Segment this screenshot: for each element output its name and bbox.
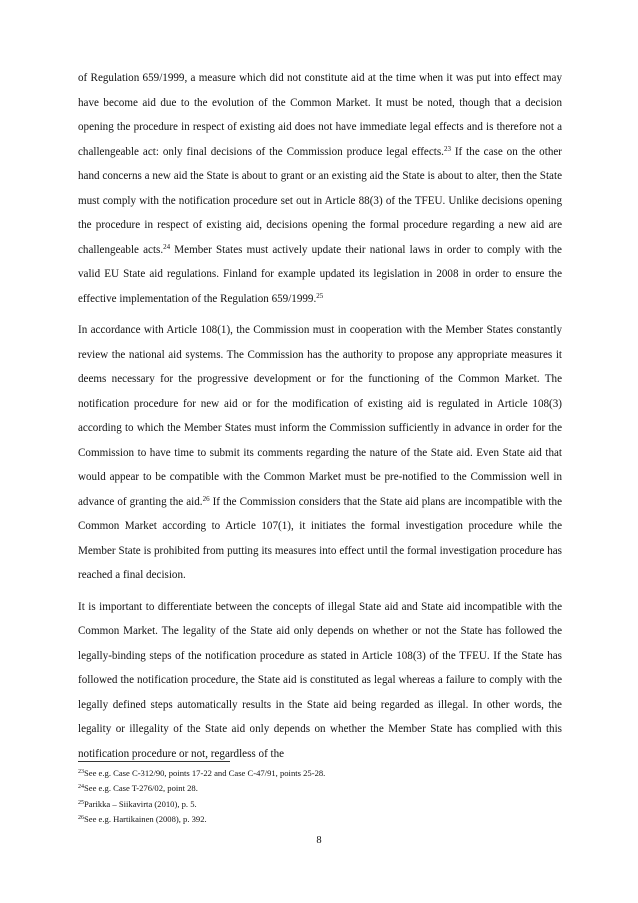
footnote-reference: 23 xyxy=(443,144,451,153)
footnote-reference: 25 xyxy=(316,291,324,300)
footnote-text: Parikka – Siikavirta (2010), p. 5. xyxy=(84,798,197,809)
footnote xyxy=(78,797,562,812)
footnote-text: See e.g. Case T-276/02, point 28. xyxy=(84,783,198,794)
footnotes xyxy=(78,766,562,827)
footnote xyxy=(78,766,562,781)
paragraph xyxy=(78,318,562,588)
paragraph xyxy=(78,66,562,311)
footnote-number: 23 xyxy=(78,769,84,775)
footnote-reference: 24 xyxy=(163,242,171,251)
footnote-reference: 26 xyxy=(202,494,210,503)
footnote-text: See e.g. Case C-312/90, points 17-22 and Case C-47/91, points 25-28. xyxy=(84,768,326,778)
footnote-divider xyxy=(78,761,230,762)
paragraph-text: If the Commission considers that the State aid plans are incompatible with the Common Market according to Article 107(1), it initiates the formal investigation procedure while the Member State is prohibited from putting its measures into effect until the formal investigation procedure has reached a final decision. xyxy=(78,495,562,581)
paragraph-text: If the case on the other hand concerns a new aid the State is about to grant or an existing aid the State is about to alter, then the State must comply with the notification procedure set out in Article 88(3) of the TFEU. Unlike decisions opening the procedure in respect of existing aid, decisions opening the formal procedure regarding a new aid are challengeable acts. xyxy=(78,145,562,256)
paragraph-text: It is important to differentiate between the concepts of illegal State aid and State aid incompatible with the Common Market. The legality of the State aid only depends on whether or not the State has followed the legally-binding steps of the notification procedure as stated in Article 108(3) of the TFEU. If the State has followed the notification procedure, the State aid is constituted as legal whereas a failure to comply with the legally defined steps automatically results in the State aid being regarded as illegal. In other words, the legality or illegality of the State aid only depends on whether the Member State has complied with this notification procedure or not, regardless of the xyxy=(78,600,562,760)
paragraph xyxy=(78,595,562,767)
body-text xyxy=(78,66,562,773)
paragraph-text: Member States must actively update their national laws in order to comply with the valid EU State aid regulations. Finland for example updated its legislation in 2008 in order to ensure the effective implementation of the Regulation 659/1999. xyxy=(78,243,562,305)
footnote-text: See e.g. Hartikainen (2008), p. 392. xyxy=(84,813,207,824)
footnote xyxy=(78,781,562,796)
footnote xyxy=(78,812,562,827)
footnote-number: 24 xyxy=(78,784,84,791)
paragraph-text: In accordance with Article 108(1), the Commission must in cooperation with the Member States constantly review the national aid systems. The Commission has the authority to propose any appropriate measures it deems necessary for the progressive development or for the functioning of the Common Market. The notification procedure for new aid or for the modification of existing aid is regulated in Article 108(3) according to which the Member States must inform the Commission sufficiently in advance in order for the Commission to have time to submit its comments regarding the nature of the State aid. Even State aid that would appear to be compatible with the Common Market must be pre-notified to the Commission well in advance of granting the aid. xyxy=(78,324,562,508)
footnote-number: 26 xyxy=(78,814,84,821)
paragraph-text: of Regulation 659/1999, a measure which did not constitute aid at the time when it was put into effect may have become aid due to the evolution of the Common Market. It must be noted, though that a decision opening the procedure in respect of existing aid does not have immediate legal effects and is therefore not a challengeable act: only final decisions of the Commission produce legal effects. xyxy=(78,72,562,158)
footnote-number: 25 xyxy=(78,799,84,806)
page-number: 8 xyxy=(316,835,322,846)
